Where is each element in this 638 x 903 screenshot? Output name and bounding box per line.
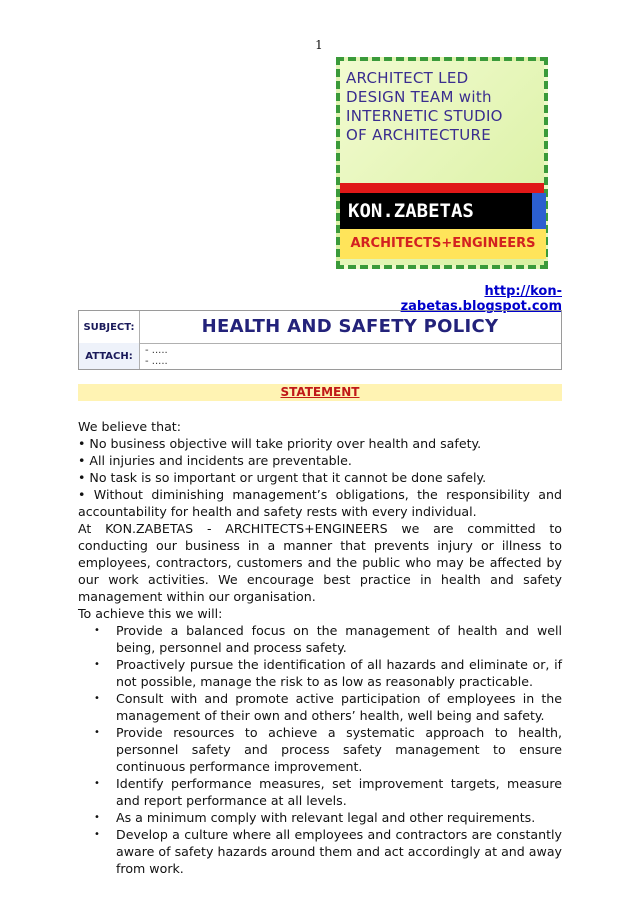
statement-heading: STATEMENT: [280, 385, 360, 399]
bullet-icon: •: [94, 829, 100, 840]
achieve-intro: To achieve this we will:: [78, 606, 223, 621]
bullet-icon: •: [94, 659, 100, 670]
bullet-icon: •: [94, 727, 100, 738]
measure-item: [78, 690, 562, 724]
attach-label: ATTACH:: [79, 343, 140, 369]
page-number: 1: [315, 38, 323, 52]
logo-tagline: [346, 69, 546, 145]
measure-text: Provide a balanced focus on the management of health and well being, personnel and process safety.: [116, 623, 562, 655]
logo-tagline-line1: ARCHITECT LED: [346, 69, 469, 87]
company-logo: [332, 55, 560, 277]
logo-tagline-line4: OF ARCHITECTURE: [346, 126, 491, 144]
statement-bar: [78, 384, 562, 401]
commitment-paragraph: At KON.ZABETAS - ARCHITECTS+ENGINEERS we are committed to conducting our business in a manner that prevents injury or illness to employees, contractors, customers and the public who may be affected by our work activities. We encourage best practice in health and safety management within our organisation.: [78, 521, 562, 604]
attach-item: - .....: [145, 356, 168, 367]
measure-text: As a minimum comply with relevant legal and other requirements.: [116, 810, 536, 825]
policy-body: [78, 418, 562, 877]
subject-label: SUBJECT:: [79, 311, 140, 343]
intro-text: We believe that:: [78, 419, 181, 434]
logo-red-stripe: [340, 183, 544, 193]
measure-item: [78, 826, 562, 877]
subject-table: [78, 310, 562, 370]
website-link[interactable]: http://kon-zabetas.blogspot.com: [400, 284, 562, 314]
logo-blue-block: [532, 193, 546, 229]
measure-text: Identify performance measures, set improvement targets, measure and report performance at all levels.: [116, 776, 562, 808]
subject-row: [79, 311, 561, 344]
belief-item: • No business objective will take priority over health and safety.: [78, 436, 482, 451]
measure-text: Provide resources to achieve a systematic approach to health, personnel safety and process safety management to ensure continuous performance improvement.: [116, 725, 562, 774]
belief-item: • Without diminishing management’s obligations, the responsibility and accountability for health and safety rests with every individual.: [78, 487, 562, 519]
bullet-icon: •: [94, 625, 100, 636]
belief-item: • No task is so important or urgent that it cannot be done safely.: [78, 470, 487, 485]
document-title: HEALTH AND SAFETY POLICY: [201, 316, 499, 337]
bullet-icon: •: [94, 812, 100, 823]
measure-item: [78, 809, 562, 826]
logo-company-name: KON.ZABETAS: [340, 193, 532, 229]
measure-item: [78, 775, 562, 809]
logo-tagline-line2: DESIGN TEAM with: [346, 88, 492, 106]
measure-item: [78, 656, 562, 690]
measure-text: Develop a culture where all employees and contractors are constantly aware of safety hazards around them and act accordingly at and away from work.: [116, 827, 562, 876]
measure-item: [78, 724, 562, 775]
measures-list: [78, 622, 562, 877]
logo-tagline-line3: INTERNETIC STUDIO: [346, 107, 503, 125]
attach-list: [145, 345, 168, 367]
attach-row: [79, 343, 561, 369]
attach-item: - .....: [145, 345, 168, 356]
logo-subtitle: ARCHITECTS+ENGINEERS: [340, 229, 546, 259]
measure-item: [78, 622, 562, 656]
belief-item: • All injuries and incidents are preventable.: [78, 453, 352, 468]
bullet-icon: •: [94, 693, 100, 704]
measure-text: Proactively pursue the identification of all hazards and eliminate or, if not possible, manage the risk to as low as reasonably practicable.: [116, 657, 562, 689]
measure-text: Consult with and promote active participation of employees in the management of their own and others’ health, well being and safety.: [116, 691, 562, 723]
bullet-icon: •: [94, 778, 100, 789]
